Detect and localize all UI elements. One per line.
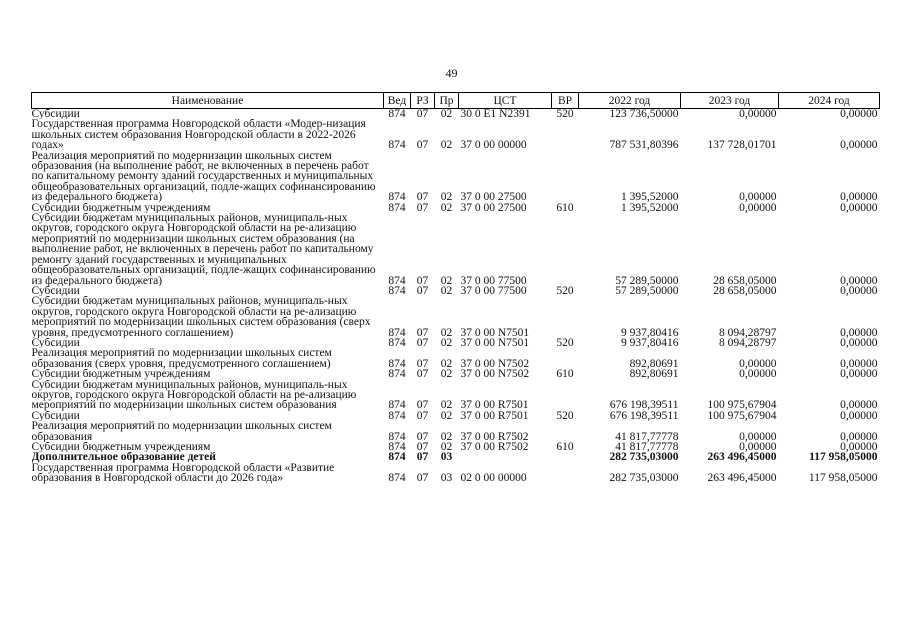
cell-name: Субсидии бюджетам муниципальных районов, муниципаль-ных округов, городского округа Новгородской области на ре-ализацию мероприятий по модернизации школьных систем образования (сверх уровня, предусмотренного соглашением)	[31, 296, 371, 338]
cell-name: Субсидии	[31, 108, 80, 120]
cell-pr: 02	[440, 369, 453, 380]
cell-vr: 610	[556, 442, 574, 453]
column-header-2024: 2024 год	[779, 93, 880, 109]
cell-rz: 07	[416, 369, 429, 380]
cell-name: Государственная программа Новгородской области «Развитие образования в Новгородской области до 2026 года»	[31, 462, 335, 484]
cell-2022: 1 395,52000	[621, 191, 679, 203]
table-row	[32, 109, 880, 120]
cell-name: Субсидии бюджетным учреждениям	[31, 202, 211, 214]
cell-rz: 07	[416, 337, 429, 349]
cell-rz: 07	[416, 191, 429, 203]
cell-name: Субсидии бюджетам муниципальных районов, муниципаль-ных округов, городского округа Новгородской области на ре-ализацию мероприятий по модернизации школьных систем образования	[31, 379, 357, 411]
cell-2024: 117 958,05000	[808, 472, 878, 484]
cell-name: Субсидии	[31, 285, 80, 297]
cell-pr: 02	[440, 337, 453, 349]
column-header-rz: РЗ	[411, 93, 435, 109]
cell-2023: 8 094,28797	[719, 326, 777, 338]
cell-2024: 117 958,05000	[809, 452, 878, 463]
cell-2024: 0,00000	[840, 357, 878, 370]
cell-cst	[459, 452, 552, 462]
cell-pr: 02	[440, 430, 453, 442]
cell-2024: 0,00000	[840, 399, 878, 411]
cell-vr: 520	[556, 337, 574, 349]
cell-pr: 02	[440, 191, 453, 203]
cell-rz: 07	[416, 285, 429, 297]
cell-rz: 07	[416, 472, 429, 484]
cell-2022: 282 735,03000	[609, 472, 679, 484]
cell-pr: 02	[440, 357, 453, 370]
cell-vr	[552, 421, 579, 442]
cell-pr: 02	[440, 410, 453, 422]
cell-ved: 874	[388, 399, 406, 411]
cell-2022: 1 395,52000	[621, 202, 679, 214]
cell-name: Субсидии бюджетным учреждениям	[31, 369, 211, 380]
cell-rz: 07	[416, 410, 429, 422]
cell-2022: 282 735,03000	[609, 452, 679, 463]
table-row	[32, 213, 880, 286]
cell-vr	[552, 380, 579, 411]
cell-2022: 57 289,50000	[615, 274, 679, 286]
cell-2023: 0,00000	[739, 430, 777, 442]
table-row	[32, 369, 880, 379]
cell-2024: 0,00000	[840, 326, 878, 338]
cell-ved: 874	[388, 357, 406, 370]
cell-2024: 0,00000	[840, 139, 878, 151]
cell-name: Реализация мероприятий по модернизации школьных систем образования (на выполнение работ, не включенных в перечень работ по капитальному ремонту зданий государственных и муниципальных общеобразовательных организаций, подле-жащих софинансированию из федерального бюджета)	[31, 150, 376, 203]
cell-2024: 0,00000	[840, 202, 878, 214]
table-row	[32, 442, 880, 452]
cell-2022: 41 817,77778	[615, 442, 679, 453]
cell-cst: 02 0 00 00000	[460, 472, 527, 484]
column-header-ved: Вед	[384, 93, 411, 109]
cell-rz: 07	[416, 442, 429, 453]
cell-name: Субсидии бюджетным учреждениям	[31, 442, 211, 453]
table-body	[32, 109, 880, 484]
cell-2022: 892,80691	[629, 369, 679, 380]
cell-ved: 874	[388, 369, 406, 380]
cell-2022: 892,80691	[629, 357, 679, 370]
table-row	[32, 380, 880, 411]
cell-2023: 0,00000	[739, 108, 777, 120]
cell-2023: 8 094,28797	[719, 337, 777, 349]
cell-rz: 07	[416, 202, 429, 214]
cell-2022: 676 198,39511	[609, 399, 679, 411]
cell-vr	[552, 452, 579, 462]
cell-2024: 0,00000	[840, 410, 878, 422]
cell-2023: 28 658,05000	[713, 285, 777, 297]
cell-pr: 02	[440, 202, 453, 214]
cell-pr: 02	[440, 326, 453, 338]
cell-pr: 02	[440, 139, 453, 151]
column-header-2022: 2022 год	[579, 93, 681, 109]
table-row	[32, 338, 880, 348]
cell-cst: 37 0 00 R7501	[460, 410, 529, 422]
budget-table	[31, 92, 880, 484]
cell-ved: 874	[388, 139, 406, 151]
cell-vr	[552, 119, 579, 150]
cell-pr: 02	[440, 399, 453, 411]
cell-ved: 874	[388, 285, 406, 297]
cell-ved: 874	[388, 326, 406, 338]
cell-2022: 41 817,77778	[615, 430, 679, 442]
table-row	[32, 286, 880, 296]
cell-pr: 02	[440, 442, 453, 453]
table-header-row	[32, 93, 880, 109]
cell-cst: 30 0 E1 N2391	[460, 108, 531, 120]
cell-cst: 37 0 00 00000	[460, 139, 527, 151]
cell-rz: 07	[416, 357, 429, 370]
table-row	[32, 203, 880, 213]
cell-cst: 37 0 00 R7502	[460, 430, 529, 442]
table-row	[32, 119, 880, 150]
column-header-vr: ВР	[552, 93, 579, 109]
cell-2023: 137 728,01701	[707, 139, 777, 151]
cell-name: Реализация мероприятий по модернизации школьных систем образования (сверх уровня, предусмотренного соглашением)	[31, 348, 332, 370]
cell-name: Субсидии	[31, 337, 80, 349]
cell-rz: 07	[416, 274, 429, 286]
cell-ved: 874	[388, 430, 406, 442]
table-row	[32, 421, 880, 442]
table-row	[32, 151, 880, 203]
cell-cst: 37 0 00 77500	[460, 285, 527, 297]
table-row	[32, 348, 880, 369]
cell-2022: 676 198,39511	[609, 410, 679, 422]
cell-pr: 03	[440, 452, 453, 463]
cell-2023: 263 496,45000	[707, 472, 777, 484]
cell-2024: 0,00000	[840, 442, 878, 453]
cell-cst: 37 0 00 R7501	[460, 399, 529, 411]
cell-2024: 0,00000	[840, 274, 878, 286]
cell-ved: 874	[388, 410, 406, 422]
cell-ved: 874	[388, 337, 406, 349]
cell-vr	[552, 296, 579, 338]
column-header-cst: ЦСТ	[459, 93, 552, 109]
cell-ved: 874	[388, 202, 406, 214]
page-number: 49	[445, 66, 458, 80]
column-header-2023: 2023 год	[681, 93, 779, 109]
cell-2022: 123 736,50000	[609, 108, 679, 120]
cell-vr	[552, 151, 579, 203]
cell-rz: 07	[416, 139, 429, 151]
column-header-pr: Пр	[435, 93, 459, 109]
cell-ved: 874	[388, 108, 406, 120]
cell-ved: 874	[388, 452, 406, 463]
cell-name: Субсидии бюджетам муниципальных районов, муниципаль-ных округов, городского округа Новгородской области на ре-ализацию мероприятий по модернизации школьных систем образования (на выполнение работ, не включенных в перечень работ по капитальному ремонту зданий государственных и муниципальных общеобразовательных организаций, подле-жащих софинансированию из федерального бюджета)	[31, 213, 376, 286]
cell-2024: 0,00000	[840, 337, 878, 349]
cell-name: Субсидии	[31, 410, 80, 422]
cell-2024: 0,00000	[840, 430, 878, 442]
cell-2024: 0,00000	[840, 369, 878, 380]
cell-pr: 02	[440, 285, 453, 297]
cell-pr: 02	[440, 274, 453, 286]
cell-cst: 37 0 00 27500	[460, 202, 527, 214]
cell-ved: 874	[388, 274, 406, 286]
cell-2023: 0,00000	[739, 442, 777, 453]
column-header-name: Наименование	[32, 93, 384, 109]
cell-cst: 37 0 00 R7502	[460, 442, 529, 453]
cell-rz: 07	[416, 326, 429, 338]
cell-rz: 07	[416, 430, 429, 442]
cell-2023: 100 975,67904	[707, 399, 777, 411]
cell-ved: 874	[388, 442, 406, 453]
cell-ved: 874	[388, 191, 406, 203]
cell-cst: 37 0 00 27500	[460, 191, 527, 203]
cell-2024: 0,00000	[840, 285, 878, 297]
table-row	[32, 463, 880, 484]
cell-2024: 0,00000	[840, 108, 878, 120]
cell-2023: 0,00000	[739, 357, 777, 370]
cell-cst: 37 0 00 N7502	[460, 369, 530, 380]
table-row	[32, 411, 880, 421]
cell-pr: 02	[440, 108, 453, 120]
cell-name: Дополнительное образование детей	[31, 452, 216, 463]
cell-name: Государственная программа Новгородской области «Модер-низация школьных систем образования Новгородской области в 2022-2026 годах»	[31, 119, 366, 151]
cell-2024: 0,00000	[840, 191, 878, 203]
cell-2023: 0,00000	[739, 369, 777, 380]
table-row	[32, 296, 880, 338]
cell-vr: 610	[556, 202, 574, 214]
cell-rz: 07	[416, 399, 429, 411]
cell-cst: 37 0 00 N7501	[460, 326, 530, 338]
cell-cst: 37 0 00 N7501	[460, 337, 530, 349]
cell-rz: 07	[416, 108, 429, 120]
cell-vr: 520	[556, 285, 574, 297]
cell-vr: 520	[556, 108, 574, 120]
cell-vr	[552, 348, 579, 369]
cell-rz: 07	[416, 452, 429, 463]
table-row	[32, 452, 880, 462]
cell-2022: 9 937,80416	[621, 337, 679, 349]
cell-ved: 874	[388, 472, 406, 484]
cell-2023: 0,00000	[739, 202, 777, 214]
cell-2023: 0,00000	[739, 191, 777, 203]
cell-cst: 37 0 00 77500	[460, 274, 527, 286]
cell-name: Реализация мероприятий по модернизации школьных систем образования	[31, 421, 332, 442]
cell-2023: 263 496,45000	[707, 452, 777, 463]
cell-vr	[552, 213, 579, 286]
cell-vr: 610	[556, 369, 574, 380]
cell-2022: 57 289,50000	[615, 285, 679, 297]
cell-2023: 100 975,67904	[707, 410, 777, 422]
cell-2022: 787 531,80396	[609, 139, 679, 151]
cell-vr: 520	[556, 410, 574, 422]
cell-vr	[552, 463, 579, 484]
cell-pr: 03	[440, 472, 453, 484]
cell-2022: 9 937,80416	[621, 326, 679, 338]
cell-2023: 28 658,05000	[713, 274, 777, 286]
cell-cst: 37 0 00 N7502	[460, 357, 530, 370]
